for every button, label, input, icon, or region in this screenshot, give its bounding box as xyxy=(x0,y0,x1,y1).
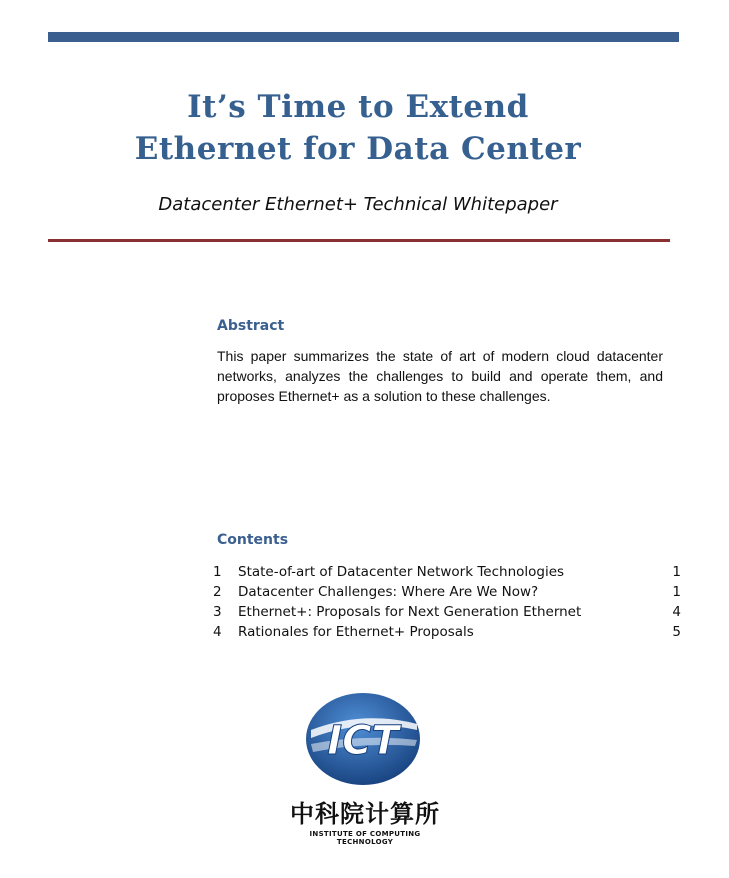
abstract-text: This paper summarizes the state of art of modern cloud datacenter networks, analyzes the challenges to build and operate them, and proposes Ethernet+ as a solution to these challenges. xyxy=(217,348,663,404)
toc-entry[interactable] xyxy=(213,582,681,602)
title-line-2: Ethernet for Data Center xyxy=(134,131,582,167)
toc-entry-number: 1 xyxy=(213,564,222,580)
logo-english-name: INSTITUTE OF COMPUTING TECHNOLOGY xyxy=(309,830,421,846)
toc-entry-title: Rationales for Ethernet+ Proposals xyxy=(238,624,474,640)
toc-entry-page: 1 xyxy=(672,584,681,600)
ict-emblem-text: ICT xyxy=(327,718,399,764)
toc-entry-title: Datacenter Challenges: Where Are We Now? xyxy=(238,584,539,600)
top-header-bar xyxy=(48,32,679,42)
toc-entry-number: 4 xyxy=(213,624,222,640)
title-line-1: It’s Time to Extend xyxy=(187,89,529,125)
document-title xyxy=(0,86,716,170)
toc-entry-page: 1 xyxy=(672,564,681,580)
toc-entry[interactable] xyxy=(213,602,681,622)
toc-entry-title: Ethernet+: Proposals for Next Generation Ethernet xyxy=(238,604,582,620)
logo-chinese-name: 中科院计算所 xyxy=(290,799,440,828)
toc-entry-number: 2 xyxy=(213,584,222,600)
toc-entry[interactable] xyxy=(213,622,681,642)
toc-entry-page: 4 xyxy=(672,604,681,620)
toc-entry-title: State-of-art of Datacenter Network Technologies xyxy=(238,564,565,580)
ict-emblem-icon xyxy=(303,690,423,788)
abstract-heading: Abstract xyxy=(217,318,285,334)
table-of-contents xyxy=(213,562,681,642)
toc-entry-page: 5 xyxy=(672,624,681,640)
document-subtitle: Datacenter Ethernet+ Technical Whitepaper xyxy=(158,194,558,215)
toc-entry[interactable] xyxy=(213,562,681,582)
title-divider xyxy=(48,239,670,242)
toc-entry-number: 3 xyxy=(213,604,222,620)
contents-heading: Contents xyxy=(217,532,289,548)
ict-logo xyxy=(285,690,445,850)
